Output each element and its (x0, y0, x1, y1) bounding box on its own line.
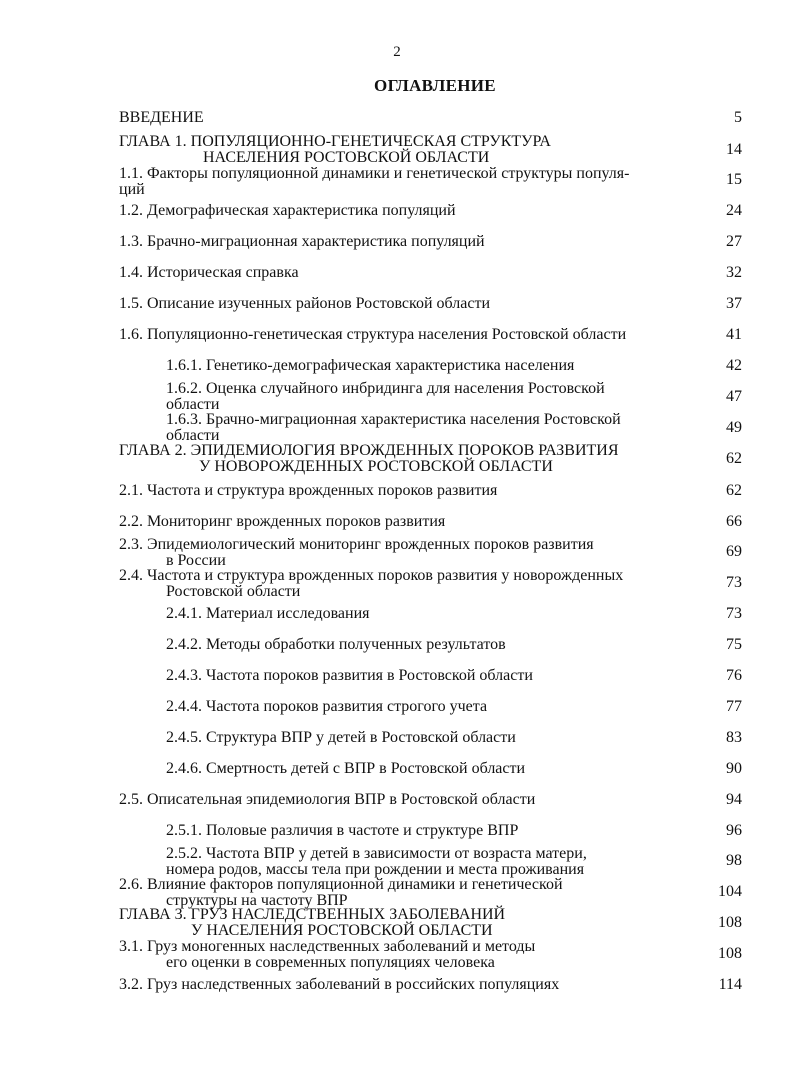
toc-entry-title (166, 637, 506, 653)
toc-entry-line: 1.5. Описание изученных районов Ростовской области (119, 295, 491, 312)
toc-entry-page-number: 83 (726, 729, 742, 746)
toc-entry-page-number: 73 (726, 605, 742, 622)
toc-entry-title (119, 877, 563, 909)
toc-entry-page-number: 76 (726, 667, 742, 684)
page-title: ОГЛАВЛЕНИЕ (374, 76, 496, 95)
toc-entry-page-number: 108 (718, 914, 742, 931)
toc-entry-page-number: 15 (726, 171, 742, 188)
toc-entry-continuation: У НАСЕЛЕНИЯ РОСТОВСКОЙ ОБЛАСТИ (191, 922, 493, 939)
toc-entry-page-number: 104 (718, 883, 742, 900)
toc-entry-title (119, 134, 551, 166)
toc-entry-title (119, 537, 594, 569)
toc-entry-line: 2.4.2. Методы обработки полученных результатов (166, 636, 506, 653)
toc-entry-page-number: 49 (726, 419, 742, 436)
toc-entry-line: 2.4. Частота и структура врожденных пороков развития у новорожденных (119, 567, 624, 584)
toc-entry-title (119, 568, 623, 600)
toc-entry-page-number: 75 (726, 636, 742, 653)
toc-entry-title (119, 296, 490, 312)
toc-entry-line: ВВЕДЕНИЕ (119, 109, 204, 126)
toc-entry-line: 2.1. Частота и структура врожденных пороков развития (119, 482, 498, 499)
toc-entry-line: 2.4.6. Смертность детей с ВПР в Ростовской области (166, 760, 526, 777)
toc-entry-line: 2.6. Влияние факторов популяционной динамики и генетической (119, 876, 563, 893)
toc-entry-title (166, 699, 487, 715)
toc-entry-page-number: 90 (726, 760, 742, 777)
toc-entry-line: 2.4.4. Частота пороков развития строгого учета (166, 698, 488, 715)
toc-entry-line: 2.5.2. Частота ВПР у детей в зависимости от возраста матери, (166, 845, 587, 862)
toc-entry-title (166, 381, 605, 413)
toc-entry-continuation: в России (166, 552, 226, 569)
toc-entry-title (166, 761, 525, 777)
toc-entry-page-number: 5 (734, 109, 742, 126)
page-number: 2 (393, 44, 401, 60)
toc-entry-title (119, 977, 559, 993)
toc-entry-line: 3.2. Груз наследственных заболеваний в российских популяциях (119, 976, 560, 993)
toc-entry-page-number: 62 (726, 450, 742, 467)
toc-entry-title (119, 514, 445, 530)
toc-entry-title (119, 483, 497, 499)
toc-entry-page-number: 108 (718, 945, 742, 962)
toc-entry-title (166, 606, 370, 622)
toc-entry-continuation: области (166, 396, 220, 413)
toc-entry-line: 2.3. Эпидемиологический мониторинг врожденных пороков развития (119, 536, 594, 553)
toc-entry-page-number: 32 (726, 264, 742, 281)
toc-entry-title (166, 668, 533, 684)
toc-entry-page-number: 77 (726, 698, 742, 715)
toc-entry-title (166, 823, 518, 839)
toc-entry-page-number: 98 (726, 852, 742, 869)
toc-entry-line: 3.1. Груз моногенных наследственных заболеваний и методы (119, 938, 536, 955)
toc-entry-page-number: 27 (726, 233, 742, 250)
toc-entry-continuation: его оценки в современных популяциях человека (166, 954, 495, 971)
toc-entry-line: 1.6.2. Оценка случайного инбридинга для населения Ростовской (166, 380, 605, 397)
toc-entry-line: 1.3. Брачно-миграционная характеристика популяций (119, 233, 485, 250)
toc-entry-page-number: 96 (726, 822, 742, 839)
toc-entry-line: 2.4.5. Структура ВПР у детей в Ростовской области (166, 729, 516, 746)
toc-entry-continuation: структуры на частоту ВПР (166, 892, 348, 909)
toc-entry-title (166, 730, 516, 746)
toc-entry-page-number: 69 (726, 543, 742, 560)
toc-entry-page-number: 73 (726, 574, 742, 591)
toc-entry-continuation: номера родов, массы тела при рождении и места проживания (166, 861, 585, 878)
toc-entry-page-number: 114 (718, 976, 742, 993)
toc-entry-line: 1.4. Историческая справка (119, 264, 299, 281)
toc-entry-title (119, 443, 619, 475)
toc-entry-line: 1.6.3. Брачно-миграционная характеристика населения Ростовской (166, 411, 621, 428)
toc-entry-page-number: 47 (726, 388, 742, 405)
toc-entry-line: 2.2. Мониторинг врожденных пороков развития (119, 513, 446, 530)
toc-entry-continuation: НАСЕЛЕНИЯ РОСТОВСКОЙ ОБЛАСТИ (203, 149, 490, 166)
toc-entry-page-number: 41 (726, 326, 742, 343)
toc-entry-continuation: У НОВОРОЖДЕННЫХ РОСТОВСКОЙ ОБЛАСТИ (199, 458, 553, 475)
toc-entry-title (166, 358, 574, 374)
toc-entry-title (119, 265, 299, 281)
toc-entry-line: 1.2. Демографическая характеристика популяций (119, 202, 456, 219)
toc-entry-line: 1.6. Популяционно-генетическая структура населения Ростовской области (119, 326, 627, 343)
toc-entry-title (119, 110, 204, 126)
toc-entry-line: 2.4.3. Частота пороков развития в Ростовской области (166, 667, 533, 684)
toc-entry-continuation: ций (119, 181, 145, 198)
toc-entry-line: 1.1. Факторы популяционной динамики и генетической структуры популя- (119, 165, 630, 182)
toc-entry-line: 1.6.1. Генетико-демографическая характеристика населения (166, 357, 575, 374)
toc-entry-title (166, 846, 587, 878)
toc-entry-continuation: Ростовской области (166, 583, 301, 600)
toc-entry-page-number: 42 (726, 357, 742, 374)
toc-entry-page-number: 24 (726, 202, 742, 219)
toc-entry-continuation: области (166, 427, 220, 444)
toc-entry-page-number: 37 (726, 295, 742, 312)
toc-entry-title (119, 792, 535, 808)
toc-entry-title (119, 939, 535, 971)
toc-entry-page-number: 94 (726, 791, 742, 808)
toc-entry-page-number: 62 (726, 482, 742, 499)
toc-entry-page-number: 14 (726, 141, 742, 158)
toc-entry-title (166, 412, 621, 444)
toc-entry-line: 2.5.1. Половые различия в частоте и структуре ВПР (166, 822, 519, 839)
toc-entry-line: 2.5. Описательная эпидемиология ВПР в Ростовской области (119, 791, 536, 808)
toc-entry-line: ГЛАВА 2. ЭПИДЕМИОЛОГИЯ ВРОЖДЕННЫХ ПОРОКОВ РАЗВИТИЯ (119, 442, 619, 459)
toc-entry-line: ГЛАВА 3. ГРУЗ НАСЛЕДСТВЕННЫХ ЗАБОЛЕВАНИЙ (119, 906, 506, 923)
toc-entry-title (119, 234, 485, 250)
toc-entry-title (119, 327, 626, 343)
toc-entry-title (119, 203, 456, 219)
toc-entry-line: ГЛАВА 1. ПОПУЛЯЦИОННО-ГЕНЕТИЧЕСКАЯ СТРУКТУРА (119, 133, 551, 150)
toc-entry-page-number: 66 (726, 513, 742, 530)
toc-entry-line: 2.4.1. Материал исследования (166, 605, 370, 622)
toc-entry-title (119, 166, 629, 198)
toc-entry-title (119, 907, 505, 939)
